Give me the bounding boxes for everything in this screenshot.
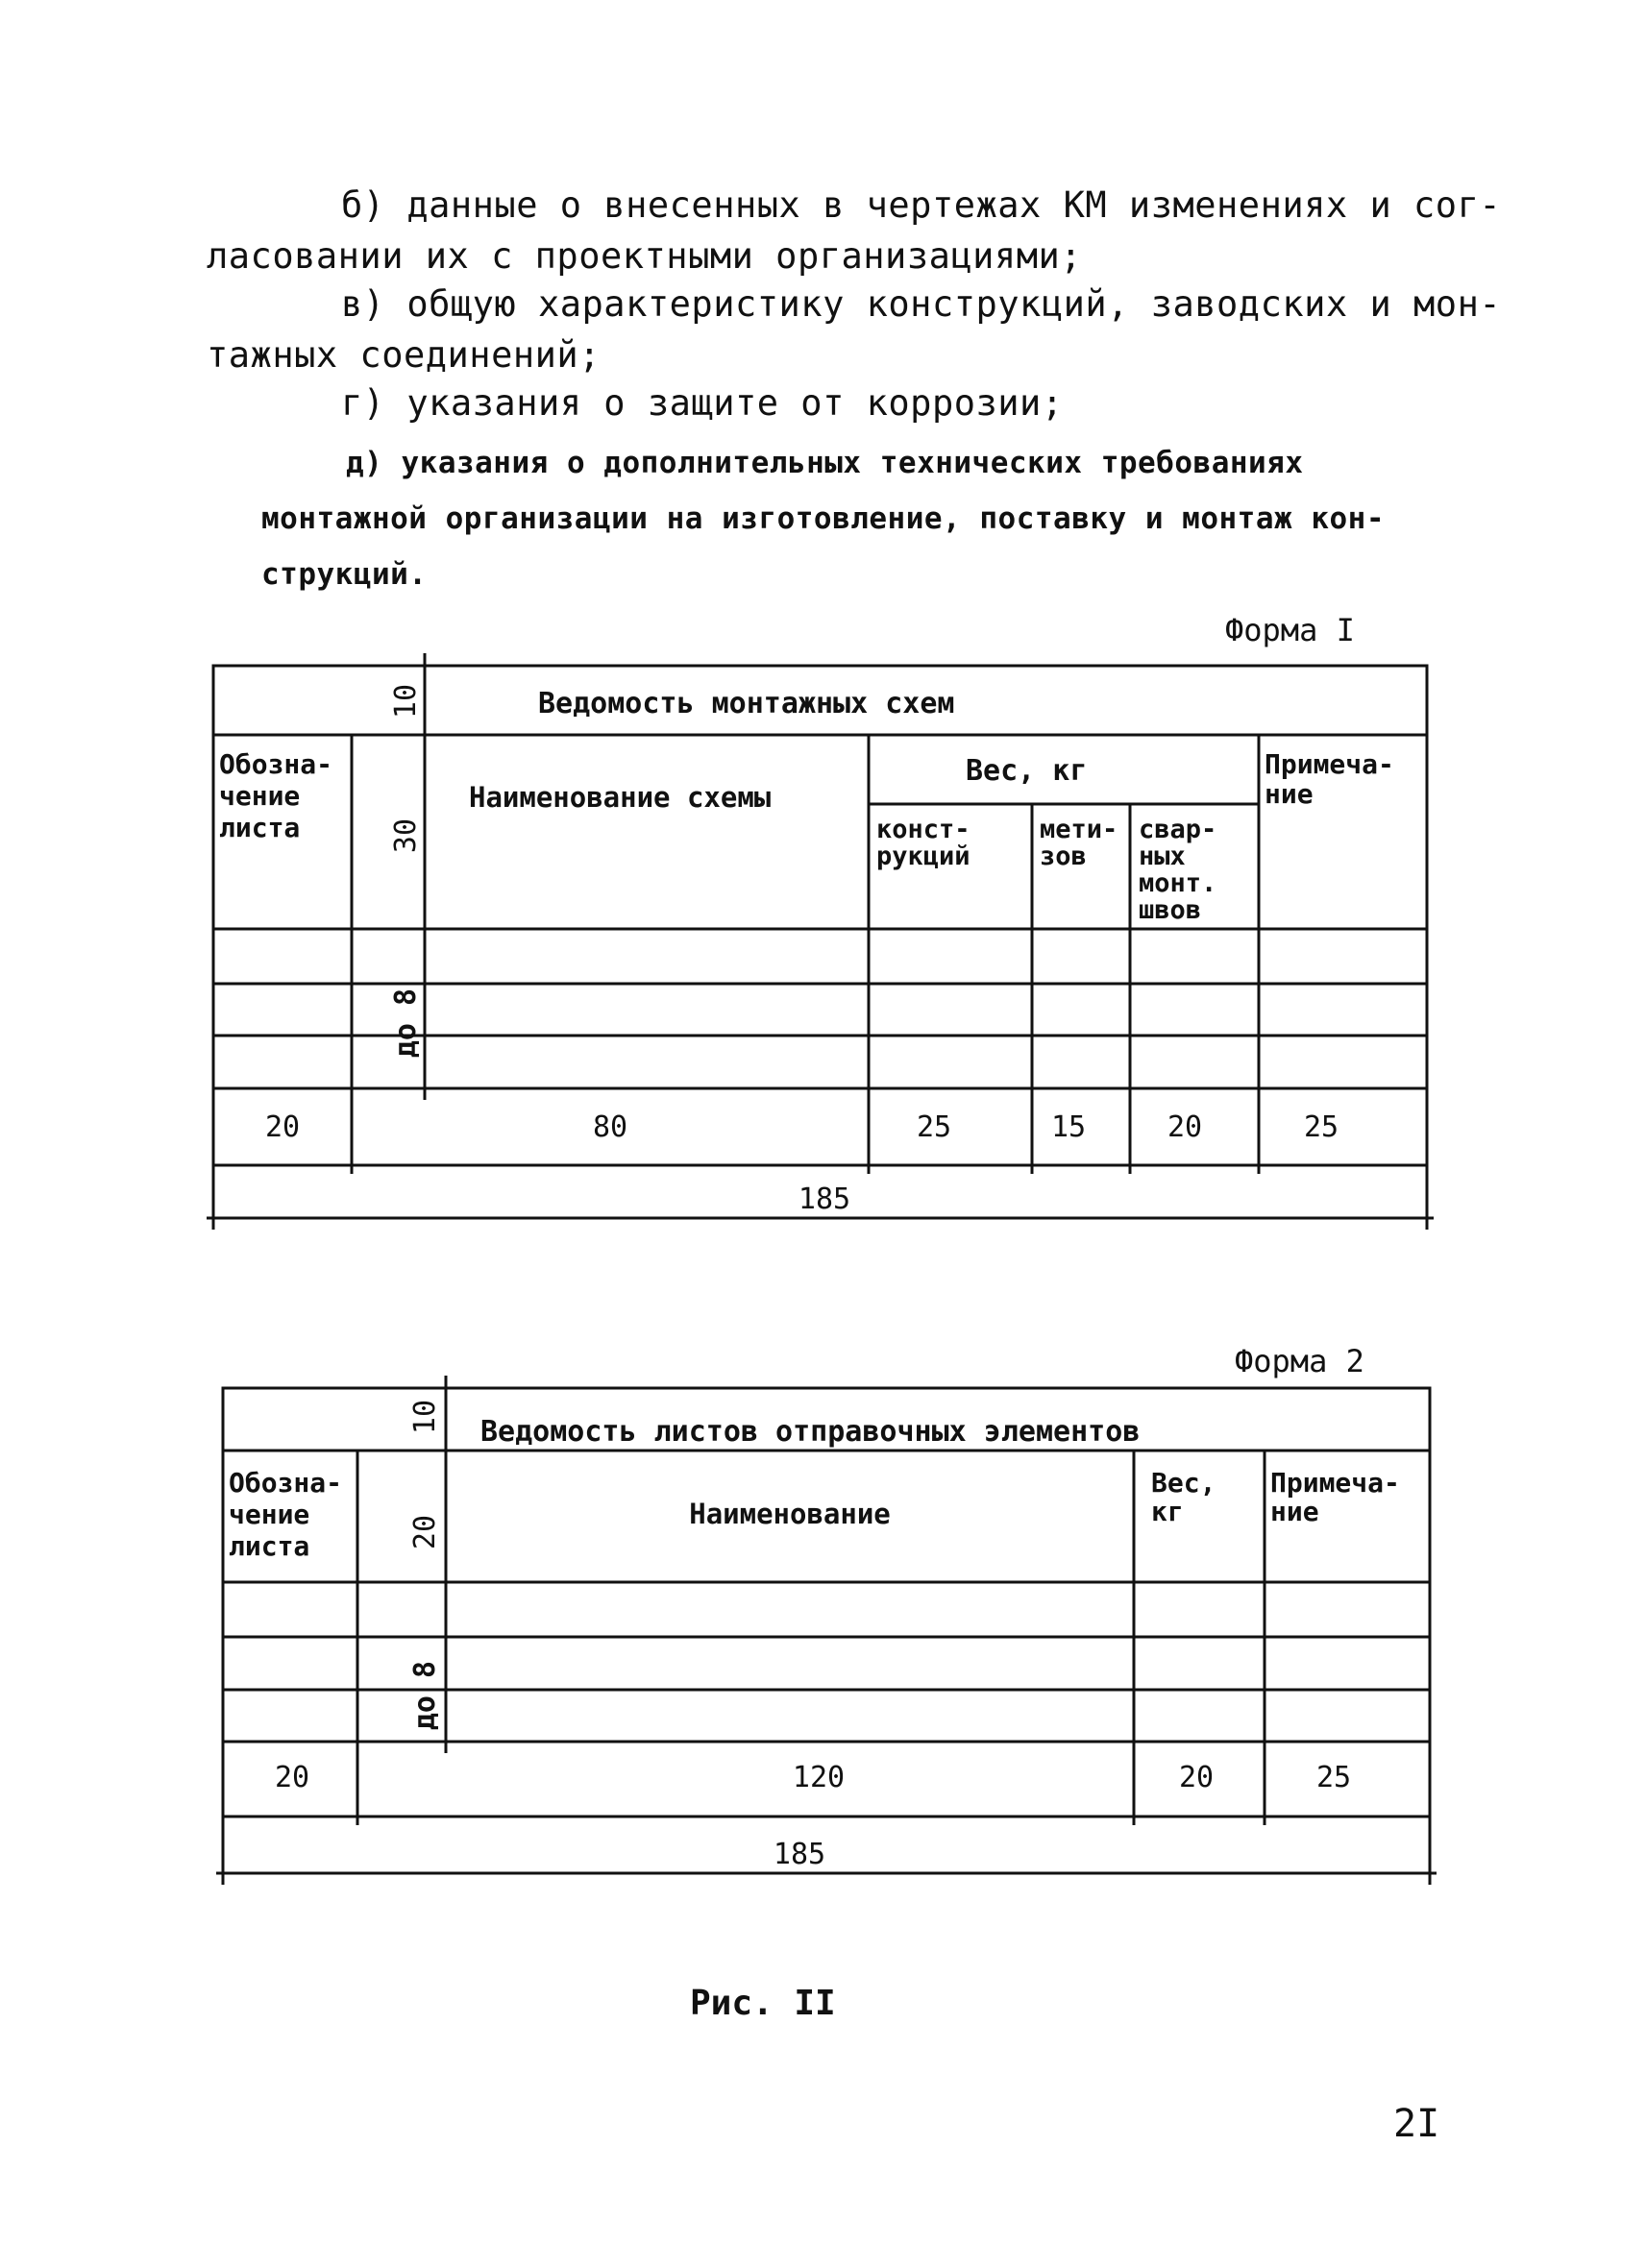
form1-hdr-structures-1: конст-: [876, 815, 970, 844]
form1-col-dim-3: 25: [916, 1110, 952, 1144]
form2-col-dim-3: 20: [1178, 1761, 1215, 1794]
figure-caption: Рис. II: [690, 1984, 836, 2023]
form1-hdr-structures-2: рукций: [876, 841, 970, 871]
text-line-5: г) указания о защите от коррозии;: [341, 382, 1064, 424]
form1-hdr-sheet-1: Обозна-: [219, 748, 333, 780]
form1-hdr-weight: Вес, кг: [966, 754, 1088, 788]
form2-dim-title: 10: [408, 1399, 442, 1435]
form2-col-dim-4: 25: [1315, 1761, 1352, 1794]
form2-label: Форма 2: [1235, 1343, 1364, 1379]
form1-col-dim-2: 80: [592, 1110, 628, 1144]
form1-col-dim-6: 25: [1303, 1110, 1339, 1144]
form1-hdr-scheme-name: Наименование схемы: [469, 781, 772, 814]
form1-title: Ведомость монтажных схем: [538, 687, 955, 720]
form1-hdr-hardware-1: мети-: [1040, 815, 1118, 844]
page-number: 2I: [1393, 2102, 1440, 2146]
form1-hdr-welds-2: ных: [1139, 841, 1186, 871]
form2-hdr-sheet-3: листа: [229, 1530, 310, 1562]
form1-col-dim-5: 20: [1167, 1110, 1203, 1144]
text-line-4: тажных соединений;: [207, 334, 601, 376]
form2-col-dim-2: 120: [792, 1761, 846, 1794]
text-line-3: в) общую характеристику конструкций, заводских и мон-: [341, 283, 1502, 325]
form1-hdr-note-2: ние: [1265, 778, 1314, 810]
text-line-8: струкций.: [261, 557, 428, 592]
form2-dim-rows: до 8: [408, 1660, 442, 1731]
form1-hdr-welds-1: свар-: [1139, 815, 1217, 844]
form1-dim-rows: до 8: [389, 988, 423, 1059]
form2-hdr-weight-2: кг: [1151, 1496, 1184, 1527]
text-line-1: б) данные о внесенных в чертежах КМ изменениях и сог-: [341, 184, 1502, 226]
form2-hdr-sheet-2: чение: [229, 1499, 310, 1530]
form1-dim-header: 30: [389, 817, 423, 854]
form2-hdr-sheet-1: Обозна-: [229, 1467, 343, 1499]
form2-col-dim-1: 20: [274, 1761, 310, 1794]
text-line-6: д) указания о дополнительных технических требованиях: [346, 446, 1304, 480]
form1-dim-title: 10: [389, 683, 423, 719]
form2-title: Ведомость листов отправочных элементов: [480, 1415, 1141, 1449]
form1-hdr-welds-4: швов: [1139, 895, 1202, 925]
form1-total: 185: [798, 1183, 851, 1216]
form2-hdr-note-1: Примеча-: [1270, 1467, 1400, 1499]
text-line-2: ласовании их с проектными организациями;: [207, 235, 1083, 277]
form1-hdr-sheet-2: чение: [219, 780, 301, 812]
form1-hdr-note-1: Примеча-: [1265, 748, 1394, 780]
form2-dim-header: 20: [408, 1514, 442, 1550]
form1-hdr-welds-3: монт.: [1139, 868, 1217, 898]
form1-col-dim-4: 15: [1050, 1110, 1087, 1144]
form2-hdr-name: Наименование: [689, 1498, 891, 1530]
form1-label: Форма I: [1225, 612, 1355, 648]
form1-col-dim-1: 20: [264, 1110, 301, 1144]
form2-total: 185: [773, 1838, 826, 1871]
form1-hdr-sheet-3: листа: [219, 812, 301, 843]
form2-hdr-weight-1: Вес,: [1151, 1467, 1216, 1499]
form2-hdr-note-2: ние: [1270, 1496, 1319, 1527]
form1-hdr-hardware-2: зов: [1040, 841, 1087, 871]
text-line-7: монтажной организации на изготовление, поставку и монтаж кон-: [261, 501, 1385, 536]
